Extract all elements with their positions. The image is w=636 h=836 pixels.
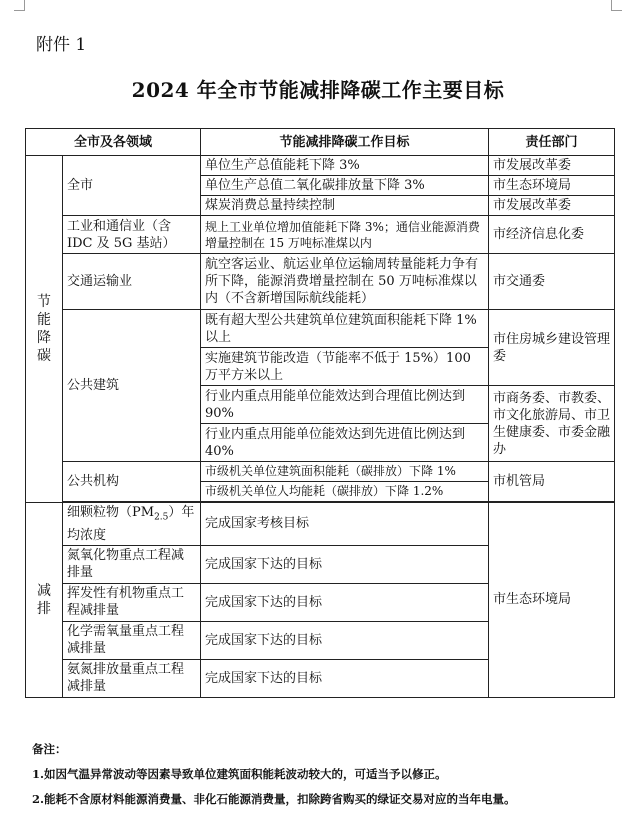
dept-cell: 市经济信息化委: [489, 216, 615, 254]
dept-cell: 市机管局: [489, 462, 615, 502]
field-cod: 化学需氧量重点工程减排量: [63, 621, 201, 659]
target-cell: 规上工业单位增加值能耗下降 3%；通信业能源消费增量控制在 15 万吨标准煤以内: [201, 216, 489, 254]
crop-mark-left: [14, 0, 25, 11]
header-target: 节能减排降碳工作目标: [201, 129, 489, 156]
target-cell: 市级机关单位人均能耗（碳排放）下降 1.2%: [201, 482, 489, 502]
target-cell: 市级机关单位建筑面积能耗（碳排放）下降 1%: [201, 462, 489, 482]
page-title: 2024 年全市节能减排降碳工作主要目标: [131, 78, 505, 102]
field-voc: 挥发性有机物重点工程减排量: [63, 583, 201, 621]
table-header-row: [26, 129, 615, 156]
target-cell: 行业内重点用能单位能效达到先进值比例达到 40%: [201, 424, 489, 462]
target-cell: 单位生产总值能耗下降 3%: [201, 156, 489, 176]
target-cell: 完成国家下达的目标: [201, 583, 489, 621]
target-cell: 行业内重点用能单位能效达到合理值比例达到 90%: [201, 386, 489, 424]
table-row: [26, 216, 615, 254]
dept-cell: 市住房城乡建设管理委: [489, 310, 615, 386]
dept-cell: 市生态环境局: [489, 176, 615, 196]
field-industry: 工业和通信业（含 IDC 及 5G 基站）: [63, 216, 201, 254]
field-transport: 交通运输业: [63, 254, 201, 310]
table-row: [26, 310, 615, 348]
category-emission: 减排: [26, 503, 63, 698]
field-city: 全市: [63, 156, 201, 216]
field-nox: 氮氧化物重点工程减排量: [63, 545, 201, 583]
target-cell: 既有超大型公共建筑单位建筑面积能耗下降 1%以上: [201, 310, 489, 348]
target-cell: 完成国家下达的目标: [201, 545, 489, 583]
attachment-label: 附件 1: [36, 35, 87, 55]
table-row: [26, 156, 615, 176]
field-building: 公共建筑: [63, 310, 201, 462]
notes-heading: 备注：: [32, 742, 67, 756]
crop-mark-right: [611, 0, 622, 11]
dept-cell: 市商务委、市教委、市文化旅游局、市卫生健康委、市委金融办: [489, 386, 615, 462]
target-cell: 煤炭消费总量持续控制: [201, 196, 489, 216]
note-item: 1.如因气温异常波动等因素导致单位建筑面积能耗波动较大的，可适当予以修正。: [32, 767, 447, 781]
notes: [32, 741, 612, 816]
dept-cell: 市生态环境局: [489, 503, 615, 698]
header-field: 全市及各领域: [26, 129, 201, 156]
target-cell: 航空客运业、航运业单位运输周转量能耗力争有所下降，能源消费增量控制在 50 万吨标准煤以内（不含新增国际航线能耗）: [201, 254, 489, 310]
target-cell: 完成国家下达的目标: [201, 621, 489, 659]
targets-table: [25, 128, 615, 698]
table-row: [26, 503, 615, 546]
dept-cell: 市发展改革委: [489, 156, 615, 176]
target-cell: 完成国家下达的目标: [201, 659, 489, 697]
field-pm25: 细颗粒物$(PM_{2.5})$年均浓度: [63, 503, 201, 546]
header-dept: 责任部门: [489, 129, 615, 156]
target-cell: 实施建筑节能改造（节能率不低于 15%）100 万平方米以上: [201, 348, 489, 386]
dept-cell: 市交通委: [489, 254, 615, 310]
note-item: 2.能耗不含原材料能源消费量、非化石能源消费量，扣除跨省购买的绿证交易对应的当年电量。: [32, 792, 516, 806]
target-cell: 单位生产总值二氧化碳排放量下降 3%: [201, 176, 489, 196]
category-energy: 节能降碳: [26, 156, 63, 503]
dept-cell: 市发展改革委: [489, 196, 615, 216]
field-ammonia: 氨氮排放量重点工程减排量: [63, 659, 201, 697]
table-row: [26, 254, 615, 310]
table-row: [26, 462, 615, 482]
field-institution: 公共机构: [63, 462, 201, 502]
target-cell: 完成国家考核目标: [201, 503, 489, 546]
